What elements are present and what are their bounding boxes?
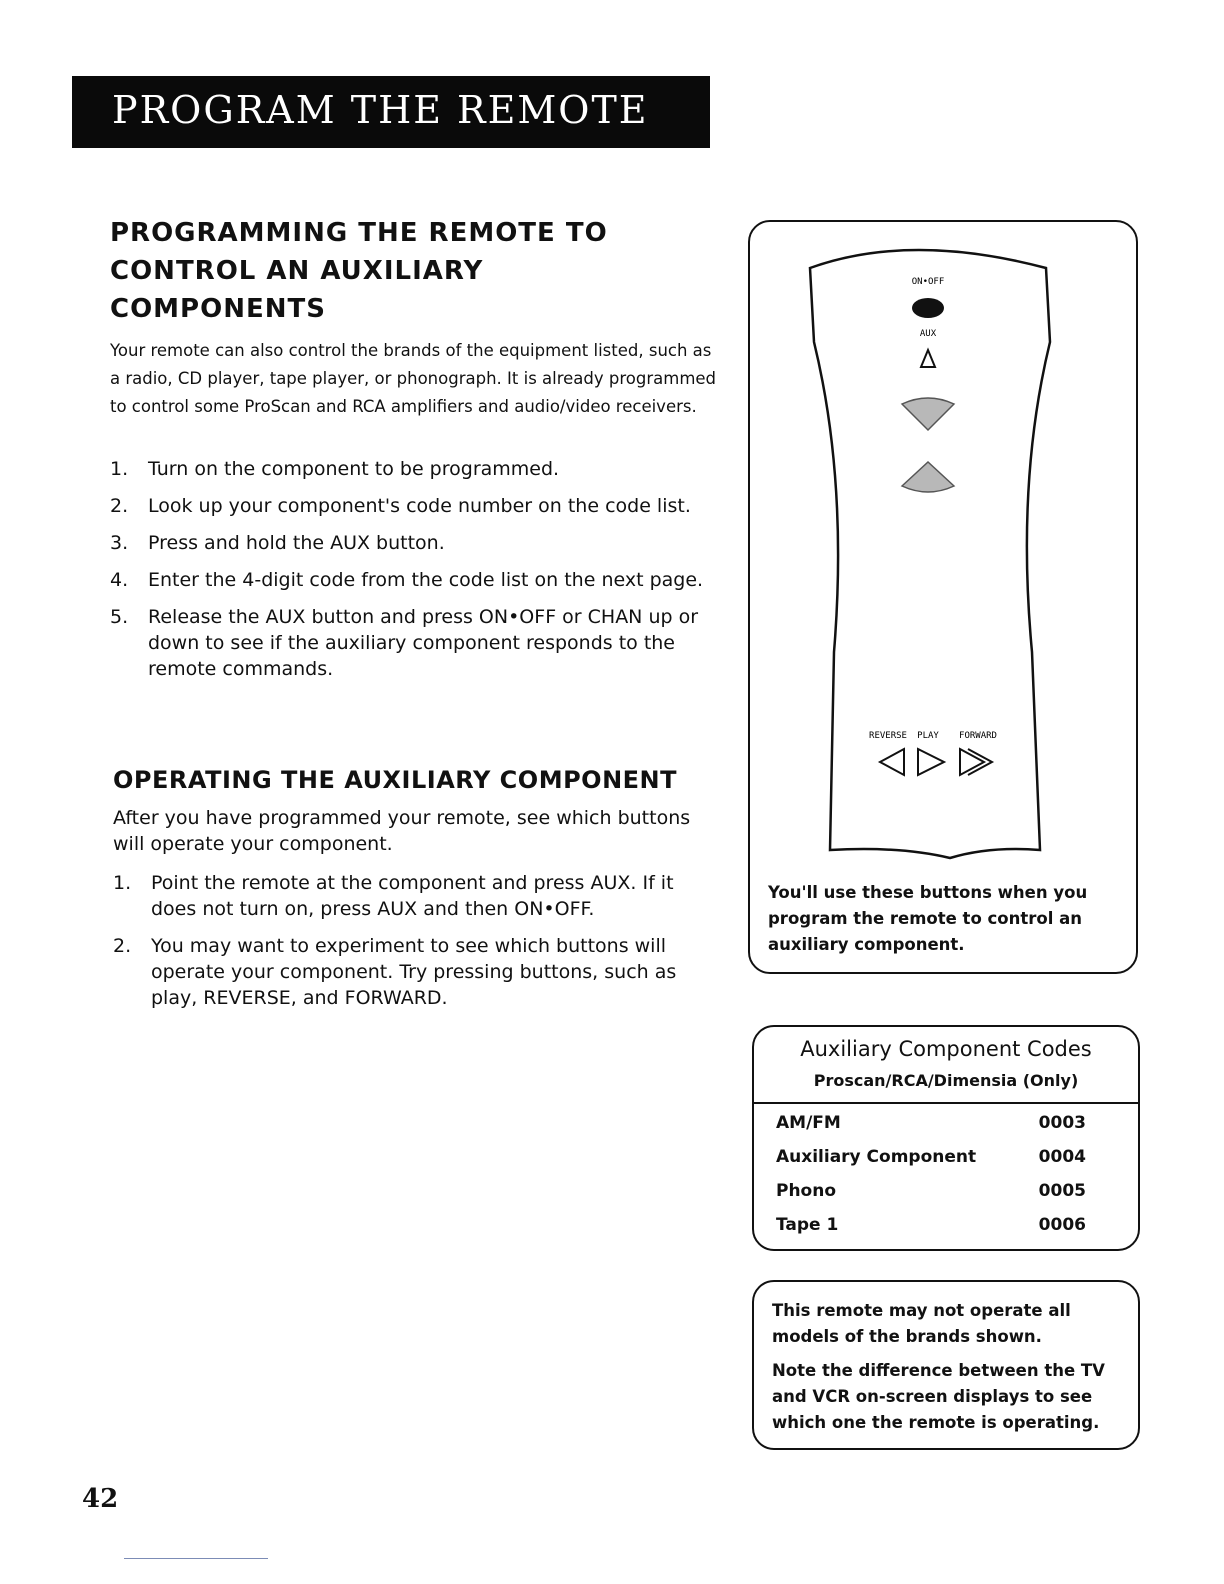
list-item: 2. You may want to experiment to see which buttons will operate your component. Try pressing buttons, such as play, REVERSE, and FORWARD.: [113, 935, 677, 1009]
section-intro-operating: After you have programmed your remote, see which buttons will operate your component.: [113, 807, 691, 855]
programming-steps-list: [110, 456, 710, 693]
codes-table-title: Auxiliary Component Codes: [800, 1037, 1092, 1061]
table-row: [776, 1147, 1096, 1173]
list-item: 4. Enter the 4-digit code from the code list on the next page.: [110, 569, 704, 591]
note-onscreen-display: Note the difference between the TV and VCR on-screen displays to see which one the remote is operating.: [772, 1361, 1105, 1432]
on-off-button-icon: [912, 298, 944, 318]
note-brands-disclaimer: This remote may not operate all models of the brands shown.: [772, 1301, 1071, 1346]
play-label: PLAY: [917, 731, 939, 741]
page-header-banner: [72, 76, 710, 148]
component-name: Phono: [776, 1181, 837, 1201]
list-item: 5. Release the AUX button and press ON•OFF or CHAN up or down to see if the auxiliary component responds to the remote commands.: [110, 606, 699, 680]
component-code: 0003: [1038, 1113, 1086, 1133]
codes-table-divider: [754, 1102, 1138, 1104]
table-row: [776, 1113, 1096, 1139]
component-code: 0004: [1038, 1147, 1086, 1167]
note-panel: [752, 1280, 1140, 1450]
codes-table-subtitle: Proscan/RCA/Dimensia (Only): [813, 1071, 1079, 1090]
section-heading-programming: PROGRAMMING THE REMOTE TO CONTROL AN AUXILIARY COMPONENTS: [110, 218, 608, 324]
component-name: Tape 1: [776, 1215, 839, 1235]
section-intro-programming: Your remote can also control the brands of the equipment listed, such as a radio, CD player, tape player, or phonograph. It is already programmed to control some ProScan and RCA amplifiers and audio/video receivers.: [110, 341, 717, 416]
aux-label: AUX: [919, 329, 937, 339]
component-code: 0005: [1038, 1181, 1086, 1201]
list-item: 1. Point the remote at the component and press AUX. If it does not turn on, press AUX and then ON•OFF.: [113, 872, 674, 920]
list-item: 3. Press and hold the AUX button.: [110, 532, 445, 554]
reverse-label: REVERSE: [869, 731, 907, 741]
operating-steps-list: [113, 870, 713, 1022]
table-row: [776, 1215, 1096, 1241]
remote-illustration-panel: [748, 220, 1138, 974]
page-header-title: PROGRAM THE REMOTE: [112, 88, 649, 132]
forward-label: FORWARD: [959, 731, 997, 741]
remote-body-outline: [810, 250, 1050, 858]
section-heading-operating: OPERATING THE AUXILIARY COMPONENT: [113, 766, 678, 794]
component-name: AM/FM: [776, 1113, 841, 1133]
on-off-label: ON•OFF: [911, 277, 945, 287]
page-number: 42: [82, 1484, 119, 1514]
component-code: 0006: [1038, 1215, 1086, 1235]
remote-caption: You'll use these buttons when you program the remote to control an auxiliary component.: [768, 883, 1088, 954]
component-name: Auxiliary Component: [776, 1147, 977, 1167]
list-item: 2. Look up your component's code number on the code list.: [110, 495, 691, 517]
codes-table-panel: [752, 1025, 1140, 1251]
table-row: [776, 1181, 1096, 1207]
remote-illustration: [750, 222, 1140, 976]
footer-divider: [124, 1558, 268, 1559]
list-item: 1. Turn on the component to be programmed.: [110, 458, 560, 480]
